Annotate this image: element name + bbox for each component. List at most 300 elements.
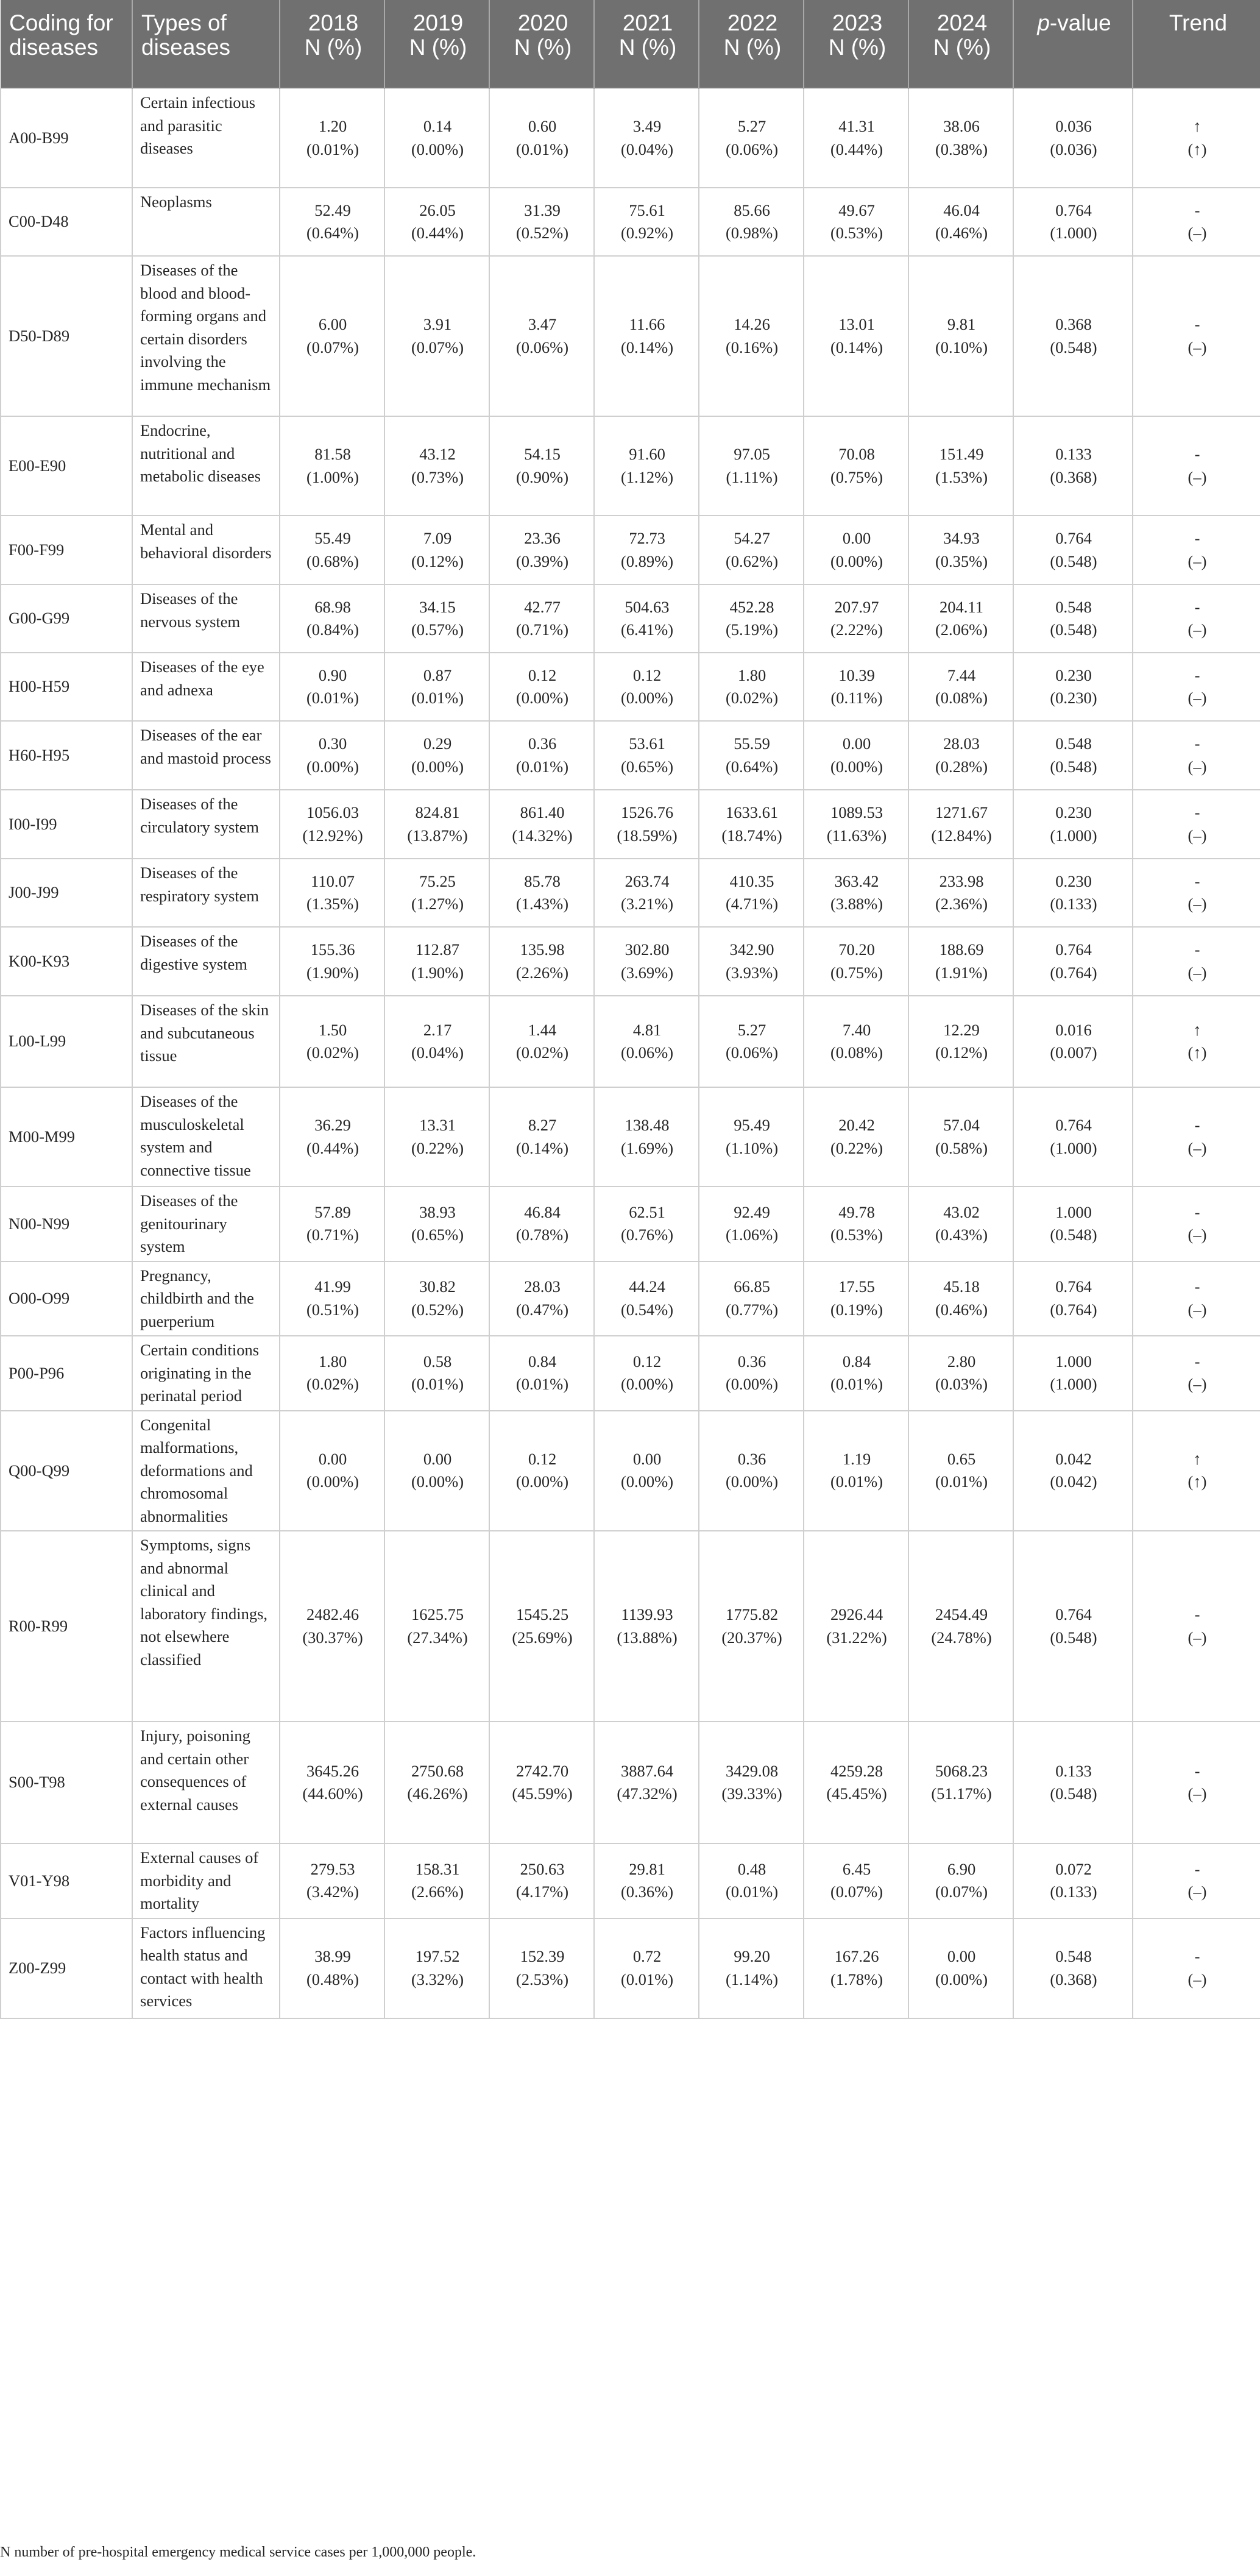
case-percent: (0.16%) xyxy=(725,338,779,357)
year-value-cell xyxy=(384,1261,489,1336)
case-count: 11.66 xyxy=(629,315,665,333)
table-row xyxy=(1,996,1260,1087)
table-row xyxy=(1,188,1260,256)
disease-code-cell: P00-P96 xyxy=(1,1336,132,1411)
case-count: 0.12 xyxy=(528,665,557,684)
year-value-cell xyxy=(908,1843,1013,1918)
case-percent: (0.22%) xyxy=(411,1138,464,1157)
case-percent: (0.68%) xyxy=(306,552,359,570)
year-value-cell xyxy=(699,721,804,790)
case-percent: (0.01%) xyxy=(411,689,464,707)
trend-cell xyxy=(1133,790,1260,859)
year-value-cell xyxy=(384,721,489,790)
case-count: 10.39 xyxy=(838,665,875,684)
trend-cell xyxy=(1133,1087,1260,1187)
year-value-cell xyxy=(699,1918,804,2018)
trend-cell xyxy=(1133,1336,1260,1411)
case-count: 152.39 xyxy=(520,1947,565,1965)
case-count: 4.81 xyxy=(632,1020,662,1039)
p-value-cell xyxy=(1013,516,1133,584)
case-count: 0.36 xyxy=(737,1449,766,1468)
case-percent: (0.76%) xyxy=(620,1226,674,1244)
case-count: 0.90 xyxy=(318,665,347,684)
table-row xyxy=(1,516,1260,584)
case-percent: (0.00%) xyxy=(411,1472,464,1491)
year-value-cell xyxy=(280,188,384,256)
p-value: 0.036 xyxy=(1055,117,1092,135)
case-percent: (11.63%) xyxy=(826,826,887,845)
disease-code-cell: F00-F99 xyxy=(1,516,132,584)
case-count: 0.84 xyxy=(528,1352,557,1371)
case-count: 0.00 xyxy=(842,529,871,547)
case-count: 1526.76 xyxy=(620,803,674,821)
case-count: 6.00 xyxy=(318,315,347,333)
disease-code-cell: N00-N99 xyxy=(1,1187,132,1261)
trend-indicator-adjusted: (–) xyxy=(1187,1375,1207,1394)
p-value-cell xyxy=(1013,1918,1133,2018)
trend-indicator-adjusted: (–) xyxy=(1187,1784,1207,1803)
case-count: 95.49 xyxy=(734,1116,770,1134)
case-count: 0.60 xyxy=(528,117,557,135)
year-value-cell xyxy=(489,859,594,927)
case-percent: (0.89%) xyxy=(620,552,674,570)
case-count: 55.59 xyxy=(734,734,770,753)
case-count: 3429.08 xyxy=(725,1761,779,1780)
year-value-cell xyxy=(699,859,804,927)
p-value: 1.000 xyxy=(1055,1352,1092,1371)
trend-indicator: - xyxy=(1194,445,1200,463)
case-count: 2750.68 xyxy=(411,1761,464,1780)
case-percent: (2.36%) xyxy=(935,895,988,913)
year-value-cell xyxy=(594,516,699,584)
trend-indicator-adjusted: (–) xyxy=(1187,1226,1207,1244)
case-percent: (2.66%) xyxy=(411,1882,464,1901)
year-value-cell xyxy=(280,1531,384,1722)
case-count: 3887.64 xyxy=(620,1761,674,1780)
header-year-2021 xyxy=(594,0,699,88)
case-count: 0.30 xyxy=(318,734,347,753)
year-value-cell xyxy=(699,1187,804,1261)
disease-code-cell: R00-R99 xyxy=(1,1531,132,1722)
p-value-cell xyxy=(1013,1843,1133,1918)
case-percent: (0.04%) xyxy=(620,140,674,158)
header-year: 2020 xyxy=(517,10,568,35)
case-count: 0.12 xyxy=(632,1352,662,1371)
case-percent: (0.53%) xyxy=(830,224,883,242)
disease-code-cell: S00-T98 xyxy=(1,1722,132,1843)
disease-type-cell: Symptoms, signs and abnormal clinical and laboratory findings, not elsewhere classified xyxy=(132,1531,280,1722)
case-percent: (0.04%) xyxy=(411,1043,464,1062)
case-percent: (0.44%) xyxy=(306,1138,359,1157)
table-row xyxy=(1,1336,1260,1411)
case-percent: (39.33%) xyxy=(721,1784,782,1803)
disease-code-cell: L00-L99 xyxy=(1,996,132,1087)
year-value-cell xyxy=(594,1336,699,1411)
year-value-cell xyxy=(384,1843,489,1918)
year-value-cell xyxy=(908,1336,1013,1411)
case-percent: (0.06%) xyxy=(725,1043,779,1062)
case-count: 1056.03 xyxy=(306,803,359,821)
case-count: 13.31 xyxy=(419,1116,456,1134)
p-value: 0.042 xyxy=(1055,1449,1092,1468)
header-unit: N (%) xyxy=(828,35,887,60)
trend-indicator-adjusted: (↑) xyxy=(1187,140,1207,158)
trend-cell xyxy=(1133,927,1260,996)
case-count: 45.18 xyxy=(943,1277,980,1296)
trend-indicator: - xyxy=(1194,1202,1200,1221)
case-count: 0.58 xyxy=(423,1352,452,1371)
case-count: 3.47 xyxy=(528,315,557,333)
case-percent: (0.52%) xyxy=(411,1300,464,1319)
case-count: 342.90 xyxy=(729,940,774,959)
case-percent: (0.06%) xyxy=(515,338,569,357)
disease-type-cell: Diseases of the genitourinary system xyxy=(132,1187,280,1261)
case-percent: (0.62%) xyxy=(725,552,779,570)
case-percent: (0.01%) xyxy=(515,1375,569,1394)
year-value-cell xyxy=(280,996,384,1087)
case-percent: (0.71%) xyxy=(515,620,569,639)
case-percent: (3.32%) xyxy=(411,1970,464,1989)
disease-code-cell: E00-E90 xyxy=(1,416,132,516)
p-value-adjusted: (1.000) xyxy=(1050,224,1097,242)
year-value-cell xyxy=(594,416,699,516)
case-count: 197.52 xyxy=(415,1947,460,1965)
disease-type-cell: Certain infectious and parasitic diseases xyxy=(132,88,280,188)
case-count: 6.90 xyxy=(947,1859,976,1878)
p-value: 0.548 xyxy=(1055,1947,1092,1965)
year-value-cell xyxy=(699,416,804,516)
case-percent: (0.01%) xyxy=(830,1472,883,1491)
disease-code-cell: C00-D48 xyxy=(1,188,132,256)
disease-type-cell: Diseases of the digestive system xyxy=(132,927,280,996)
case-count: 155.36 xyxy=(310,940,355,959)
disease-type-cell: Mental and behavioral disorders xyxy=(132,516,280,584)
p-value-cell xyxy=(1013,584,1133,653)
case-percent: (0.98%) xyxy=(725,224,779,242)
case-percent: (18.59%) xyxy=(617,826,678,845)
case-count: 138.48 xyxy=(625,1116,670,1134)
p-value-adjusted: (0.548) xyxy=(1050,552,1097,570)
disease-type-cell: Diseases of the skin and subcutaneous tissue xyxy=(132,996,280,1087)
header-p-italic: p xyxy=(1037,10,1050,35)
case-percent: (12.84%) xyxy=(931,826,992,845)
year-value-cell xyxy=(384,859,489,927)
p-value: 0.764 xyxy=(1055,1116,1092,1134)
trend-cell xyxy=(1133,1187,1260,1261)
year-value-cell xyxy=(594,1087,699,1187)
year-value-cell xyxy=(384,927,489,996)
year-value-cell xyxy=(908,1187,1013,1261)
year-value-cell xyxy=(384,1918,489,2018)
case-count: 81.58 xyxy=(314,445,351,463)
year-value-cell xyxy=(594,721,699,790)
case-count: 5.27 xyxy=(737,1020,766,1039)
table-body xyxy=(1,88,1260,2018)
case-count: 0.00 xyxy=(842,734,871,753)
case-percent: (0.03%) xyxy=(935,1375,988,1394)
case-percent: (0.19%) xyxy=(830,1300,883,1319)
disease-code-cell: Z00-Z99 xyxy=(1,1918,132,2018)
case-percent: (0.01%) xyxy=(515,757,569,776)
case-count: 2.17 xyxy=(423,1020,452,1039)
case-count: 4259.28 xyxy=(830,1761,883,1780)
case-count: 0.84 xyxy=(842,1352,871,1371)
case-count: 2454.49 xyxy=(935,1605,988,1623)
case-count: 85.78 xyxy=(524,871,561,890)
case-percent: (0.77%) xyxy=(725,1300,779,1319)
trend-cell xyxy=(1133,1722,1260,1843)
case-percent: (0.46%) xyxy=(935,224,988,242)
year-value-cell xyxy=(908,996,1013,1087)
p-value-adjusted: (0.548) xyxy=(1050,757,1097,776)
table-row xyxy=(1,1411,1260,1531)
year-value-cell xyxy=(489,188,594,256)
case-count: 861.40 xyxy=(520,803,565,821)
case-percent: (1.90%) xyxy=(411,963,464,982)
year-value-cell xyxy=(699,927,804,996)
header-unit: N (%) xyxy=(514,35,572,60)
disease-type-cell: Diseases of the circulatory system xyxy=(132,790,280,859)
case-percent: (1.10%) xyxy=(725,1138,779,1157)
case-percent: (0.65%) xyxy=(620,757,674,776)
year-value-cell xyxy=(384,1531,489,1722)
year-value-cell xyxy=(489,1087,594,1187)
year-value-cell xyxy=(489,1531,594,1722)
case-percent: (0.07%) xyxy=(830,1882,883,1901)
case-percent: (13.87%) xyxy=(407,826,468,845)
case-count: 7.44 xyxy=(947,665,976,684)
year-value-cell xyxy=(699,88,804,188)
year-value-cell xyxy=(908,516,1013,584)
year-value-cell xyxy=(280,927,384,996)
year-value-cell xyxy=(804,88,908,188)
case-percent: (0.28%) xyxy=(935,757,988,776)
case-percent: (0.57%) xyxy=(411,620,464,639)
case-percent: (0.54%) xyxy=(620,1300,674,1319)
trend-indicator: - xyxy=(1194,1352,1200,1371)
case-percent: (0.10%) xyxy=(935,338,988,357)
case-percent: (0.00%) xyxy=(620,689,674,707)
case-percent: (0.22%) xyxy=(830,1138,883,1157)
year-value-cell xyxy=(489,1336,594,1411)
p-value: 0.764 xyxy=(1055,200,1092,219)
trend-indicator: - xyxy=(1194,940,1200,959)
year-value-cell xyxy=(908,256,1013,416)
year-value-cell xyxy=(384,1087,489,1187)
header-year: 2024 xyxy=(936,10,988,35)
p-value: 0.764 xyxy=(1055,1277,1092,1296)
case-percent: (0.00%) xyxy=(725,1472,779,1491)
case-percent: (0.00%) xyxy=(411,140,464,158)
trend-indicator: - xyxy=(1194,1761,1200,1780)
p-value: 0.230 xyxy=(1055,871,1092,890)
disease-type-cell: Congenital malformations, deformations and chromosomal abnormalities xyxy=(132,1411,280,1531)
trend-cell xyxy=(1133,721,1260,790)
disease-type-cell: Neoplasms xyxy=(132,188,280,256)
case-percent: (2.53%) xyxy=(515,1970,569,1989)
header-p-rest: -value xyxy=(1049,10,1111,35)
trend-cell xyxy=(1133,1411,1260,1531)
case-percent: (1.06%) xyxy=(725,1226,779,1244)
year-value-cell xyxy=(489,1918,594,2018)
case-count: 9.81 xyxy=(947,315,976,333)
year-value-cell xyxy=(804,256,908,416)
case-percent: (3.42%) xyxy=(306,1882,359,1901)
case-count: 66.85 xyxy=(734,1277,770,1296)
year-value-cell xyxy=(908,1531,1013,1722)
case-count: 1545.25 xyxy=(515,1605,569,1623)
case-percent: (18.74%) xyxy=(721,826,782,845)
year-value-cell xyxy=(804,653,908,721)
year-value-cell xyxy=(908,927,1013,996)
case-percent: (0.35%) xyxy=(935,552,988,570)
year-value-cell xyxy=(804,721,908,790)
case-count: 0.87 xyxy=(423,665,452,684)
year-value-cell xyxy=(594,1261,699,1336)
p-value-cell xyxy=(1013,416,1133,516)
case-percent: (2.22%) xyxy=(830,620,883,639)
trend-cell xyxy=(1133,1843,1260,1918)
case-count: 97.05 xyxy=(734,445,770,463)
case-count: 7.40 xyxy=(842,1020,871,1039)
year-value-cell xyxy=(280,721,384,790)
year-value-cell xyxy=(280,1336,384,1411)
year-value-cell xyxy=(594,1411,699,1531)
case-percent: (1.00%) xyxy=(306,467,359,486)
disease-code-cell: D50-D89 xyxy=(1,256,132,416)
case-count: 91.60 xyxy=(629,445,665,463)
year-value-cell xyxy=(699,1336,804,1411)
year-value-cell xyxy=(804,516,908,584)
year-value-cell xyxy=(280,1411,384,1531)
case-percent: (0.48%) xyxy=(306,1970,359,1989)
year-value-cell xyxy=(489,1843,594,1918)
year-value-cell xyxy=(384,996,489,1087)
case-percent: (24.78%) xyxy=(931,1628,992,1647)
year-value-cell xyxy=(804,1722,908,1843)
trend-indicator: - xyxy=(1194,734,1200,753)
case-count: 452.28 xyxy=(729,597,774,616)
year-value-cell xyxy=(384,1187,489,1261)
table-row xyxy=(1,653,1260,721)
year-value-cell xyxy=(489,256,594,416)
case-percent: (0.14%) xyxy=(515,1138,569,1157)
case-count: 1.44 xyxy=(528,1020,557,1039)
trend-indicator: - xyxy=(1194,1605,1200,1623)
p-value: 0.230 xyxy=(1055,665,1092,684)
disease-type-cell: Diseases of the nervous system xyxy=(132,584,280,653)
case-count: 2.80 xyxy=(947,1352,976,1371)
case-percent: (1.78%) xyxy=(830,1970,883,1989)
header-code: Coding for diseases xyxy=(1,0,132,88)
p-value: 0.548 xyxy=(1055,597,1092,616)
case-percent: (0.00%) xyxy=(515,689,569,707)
p-value-adjusted: (0.764) xyxy=(1050,1300,1097,1319)
header-unit: N (%) xyxy=(933,35,991,60)
case-percent: (0.00%) xyxy=(620,1375,674,1394)
case-percent: (0.75%) xyxy=(830,963,883,982)
case-count: 1.50 xyxy=(318,1020,347,1039)
case-count: 302.80 xyxy=(625,940,670,959)
case-percent: (0.14%) xyxy=(830,338,883,357)
year-value-cell xyxy=(280,516,384,584)
p-value: 0.764 xyxy=(1055,1605,1092,1623)
disease-code-cell: O00-O99 xyxy=(1,1261,132,1336)
p-value: 0.072 xyxy=(1055,1859,1092,1878)
year-value-cell xyxy=(908,1722,1013,1843)
trend-indicator: - xyxy=(1194,665,1200,684)
table-row xyxy=(1,721,1260,790)
year-value-cell xyxy=(699,256,804,416)
case-percent: (6.41%) xyxy=(620,620,674,639)
p-value: 1.000 xyxy=(1055,1202,1092,1221)
year-value-cell xyxy=(804,996,908,1087)
table-header xyxy=(1,0,1260,88)
case-percent: (2.26%) xyxy=(515,963,569,982)
trend-indicator: - xyxy=(1194,1947,1200,1965)
year-value-cell xyxy=(280,1918,384,2018)
trend-indicator-adjusted: (↑) xyxy=(1187,1472,1207,1491)
year-value-cell xyxy=(699,996,804,1087)
year-value-cell xyxy=(384,1722,489,1843)
trend-indicator: - xyxy=(1194,1116,1200,1134)
year-value-cell xyxy=(804,927,908,996)
case-count: 0.00 xyxy=(632,1449,662,1468)
p-value-adjusted: (0.133) xyxy=(1050,895,1097,913)
p-value: 0.548 xyxy=(1055,734,1092,753)
year-value-cell xyxy=(594,653,699,721)
case-count: 1271.67 xyxy=(935,803,988,821)
case-percent: (1.90%) xyxy=(306,963,359,982)
trend-indicator-adjusted: (–) xyxy=(1187,826,1207,845)
case-percent: (0.00%) xyxy=(830,757,883,776)
header-unit: N (%) xyxy=(409,35,467,60)
case-percent: (46.26%) xyxy=(407,1784,468,1803)
case-percent: (0.01%) xyxy=(725,1882,779,1901)
case-count: 2742.70 xyxy=(515,1761,569,1780)
disease-code-cell: J00-J99 xyxy=(1,859,132,927)
trend-cell xyxy=(1133,859,1260,927)
trend-indicator: - xyxy=(1194,1859,1200,1878)
p-value-cell xyxy=(1013,859,1133,927)
year-value-cell xyxy=(384,188,489,256)
case-count: 28.03 xyxy=(943,734,980,753)
p-value-cell xyxy=(1013,256,1133,416)
year-value-cell xyxy=(804,1411,908,1531)
disease-code-cell: K00-K93 xyxy=(1,927,132,996)
year-value-cell xyxy=(280,790,384,859)
header-year-2019 xyxy=(384,0,489,88)
year-value-cell xyxy=(699,790,804,859)
case-count: 0.48 xyxy=(737,1859,766,1878)
p-value-adjusted: (0.230) xyxy=(1050,689,1097,707)
p-value-adjusted: (0.368) xyxy=(1050,1970,1097,1989)
year-value-cell xyxy=(384,653,489,721)
case-count: 1.80 xyxy=(737,665,766,684)
case-count: 13.01 xyxy=(838,315,875,333)
disease-code-cell: I00-I99 xyxy=(1,790,132,859)
year-value-cell xyxy=(280,584,384,653)
disease-code-cell: V01-Y98 xyxy=(1,1843,132,1918)
trend-cell xyxy=(1133,584,1260,653)
trend-indicator: - xyxy=(1194,803,1200,821)
trend-indicator-adjusted: (↑) xyxy=(1187,1043,1207,1062)
year-value-cell xyxy=(699,1843,804,1918)
header-year-2022 xyxy=(699,0,804,88)
case-count: 38.99 xyxy=(314,1947,351,1965)
trend-cell xyxy=(1133,188,1260,256)
header-trend: Trend xyxy=(1133,0,1260,88)
